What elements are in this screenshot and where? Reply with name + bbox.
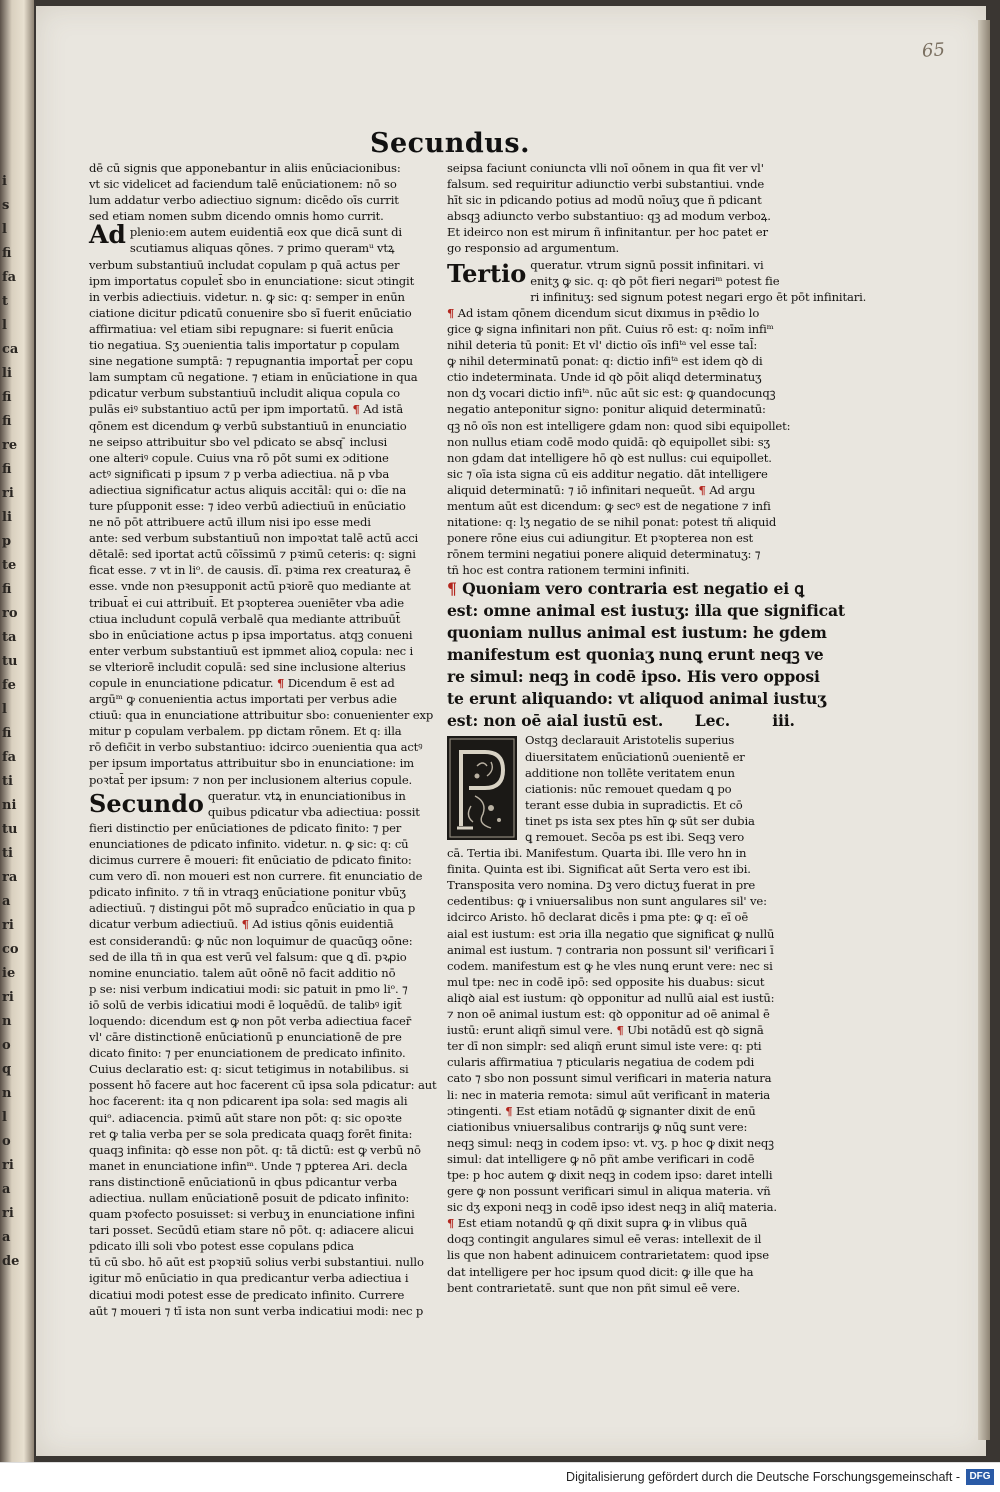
text-line: aūt ⁊ moueri ⁊ tī ista non sunt verba indicatiui modi: nec p (89, 1303, 424, 1318)
text-line: vl' cāre distinctionē enūciationū p enunciationē de pre (89, 1030, 402, 1045)
text-line: mitur p copulam verbalem. pp dictam rōnem. Et q: illa (89, 724, 402, 739)
text-line: ri infinituʒ: sed signum potest negari ergo ēt pōt infinitari. (530, 289, 867, 304)
text-line: tio negatiua. Sʒ ɔuenientia talis importatur p copulam (89, 338, 400, 353)
text-line: quaqꝫ infinita: qꝺ esse non pōt. q: tā dictū: est ꝙ verbū nō (89, 1142, 421, 1157)
text-line: quiᵒ. adiacencia. pꝛimū aūt stare non pōt: q: sic opoꝛte (89, 1110, 402, 1125)
lemma-line: te erunt aliquando: vt aliquod animal iustuʒ (447, 689, 826, 709)
paragraph-postq-tail: iustū: erunt aliqñ simul vere. (447, 1023, 613, 1038)
text-line: terant esse dubia in supradictis. Et cō (525, 797, 743, 812)
paragraph-postq-continuation-3: Est etiam notandū ꝙ qñ dixit supra ꝙ in vlibus quā (457, 1216, 748, 1231)
facing-fragment: tu (2, 654, 18, 669)
text-line: cum vero dī. non moueri est non currere. fit enunciatio de (89, 869, 423, 884)
text-line: one alteriꝰ copule. Cuius vna rō pōt sumi ex ɔditione (89, 450, 389, 465)
paragraph-ad-tail: pulās eiꝰ substantiuo actū per ipm importatū. (89, 402, 349, 417)
text-line: sbo in enūciatione actus p ipsa importatus. atqꝫ conueni (89, 627, 413, 642)
paragraph-tertio-continuation-2: Ad argu (709, 482, 756, 497)
text-line: tribuat̄ ei cui attribuit̄. Et pꝛopterea ɔueniēter vba adie (89, 595, 404, 610)
facing-fragment: a (2, 1230, 11, 1245)
text-line: gere ꝙ non possunt verificari simul in aliqua materia. vñ (447, 1184, 771, 1199)
paragraph-ad-line-pilcrow-2 (89, 675, 427, 691)
text-line: sic ⁊ oīa ista signa cū eis additur negatio. dāt intelligere (447, 466, 768, 481)
text-line: actꝰ significati p ipsum ⁊ p verba adiectiua. nā p vba (89, 466, 390, 481)
pilcrow-mark: ¶ (447, 305, 455, 320)
paragraph-tertio-body-3 (447, 498, 795, 578)
facing-fragment: ca (2, 342, 19, 357)
text-line: rō defic̄it in verbo substantiuo: idcirco ɔuenientia qua actꝰ (89, 740, 423, 755)
facing-fragment: p (2, 534, 12, 549)
paragraph-ad-body-2 (89, 418, 427, 676)
text-line: possent hō facere aut hoc facerent cū ipsa sola pdicatur: aut (89, 1078, 437, 1093)
lemma-line: quoniam nullus animal est iustum: he gdem (447, 623, 827, 643)
text-line: adiectiuū. ⁊ distingui pōt mō suprad̄co enūciatio in qua p (89, 901, 416, 916)
text-line: manet in enunciatione infinᵐ. Unde ⁊ pꝑterea Ari. decla (89, 1158, 408, 1173)
facing-fragment: ri (2, 990, 14, 1005)
text-line: diuersitatem enūciationū ɔuenientē er (525, 749, 745, 764)
text-line: non dʒ vocari dictio infiᵗᵃ. nūc aūt sic est: ꝙ quandocunqꝫ (447, 386, 776, 401)
initial-word-ad: Ad (89, 220, 126, 250)
text-line: ante: sed verbum substantiuū non impoꝛtat talē actū acci (89, 531, 419, 546)
facing-fragment: li (2, 510, 12, 525)
paragraph-secundo (89, 788, 437, 1319)
text-line: enter verbum substantiuū est ipmmet alioꝝ copula: nec i (89, 643, 414, 658)
text-line: ter dī non simplr: sed aliqñ erunt simul iste vere: q: pti (447, 1039, 762, 1054)
text-line: se vlteriorē includit copulā: sed sine inclusione alterius (89, 659, 406, 674)
text-line: negatio anteponitur signo: ponitur aliquid determinatū: (447, 402, 766, 417)
pilcrow-mark: ¶ (505, 1103, 513, 1118)
paragraph-postq (447, 732, 795, 1295)
text-line: codem. manifestum est ꝙ he vles nunꝗ erunt vere: nec si (447, 958, 773, 973)
text-line: qꝫ nō oīs non est intelligere gdam non: quod sibi equipollet: (447, 418, 791, 433)
text-line: li: nec in materia remota: simul aūt verificant̄ in materia (447, 1087, 771, 1102)
text-line: ne seipso attribuitur sbo vel pdicato se absq ̄ inclusi (89, 434, 388, 449)
facing-fragment: de (2, 1254, 20, 1269)
facing-fragment: ti (2, 774, 13, 789)
paragraph-tertio (447, 257, 867, 579)
text-line: ciatione dicitur pdicatū conuenire sbo sī fuerit enūciatio (89, 305, 412, 320)
text-line: ret ꝙ talia verba per se sola predicata quaqꝫ forēt finita: (89, 1126, 413, 1141)
text-line: Cuius declaratio est: q: sicut tetigimus in notabilibus. si (89, 1062, 409, 1077)
facing-page-edge (0, 0, 34, 1462)
facing-fragment: t (2, 294, 9, 309)
page-fore-edge (978, 20, 990, 1440)
text-line: seipsa faciunt coniuncta vlli noī oōnem in qua fit ver vl' (447, 161, 764, 175)
paragraph-ad-continuation: Ad istā (363, 402, 403, 417)
text-line: pdicato infinito. ⁊ tñ in vtraqꝫ enūciatione ponitur vbūʒ (89, 885, 406, 900)
lemma-line: re simul: neqꝫ in codē ipso. His vero opposi (447, 667, 820, 687)
paragraph-ad-tail-2: copule in enunciatione pdicatur. (89, 676, 274, 690)
facing-fragment: ni (2, 798, 17, 813)
facing-fragment: s (2, 198, 10, 213)
text-line: rans distinctionē enūciationū in qbus pdicantur verba (89, 1174, 398, 1189)
paragraph-tertio-line-pilcrow-2 (447, 482, 795, 498)
facing-fragment: o (2, 1134, 11, 1149)
text-line: falsum. sed requiritur adiunctio verbi substantiui. vnde (447, 177, 765, 192)
text-line: cularis affirmatiua ⁊ pticularis negatiua de codem pdi (447, 1055, 755, 1070)
text-line: verbum substantiuū includat copulam p quā actus per (89, 257, 400, 272)
left-opening-text (89, 160, 427, 224)
facing-fragment: l (2, 1110, 7, 1125)
left-column (89, 160, 437, 1319)
text-line: ꝙ nihil determinatū ponat: q: dictio infiᵗᵃ est idem qꝺ di (447, 354, 763, 369)
paragraph-tertio-continuation: Ad istam qōnem dicendum sicut dixımus in pꝛēdio lo (457, 305, 760, 320)
facing-fragment: ri (2, 1158, 14, 1173)
text-line: igitur mō enūciatio in qua predicantur verba adiectiua i (89, 1271, 409, 1286)
paragraph-postq-body-2 (447, 1038, 795, 1102)
paragraph-postq-line-pilcrow-2 (447, 1103, 795, 1119)
text-line: mul tpe: nec in codē ipō: sed opposite his duabus: sicut (447, 974, 765, 989)
facing-fragment: ro (2, 606, 18, 621)
text-line: ciationibus vniuersalibus contrarijs ꝙ nūꝗ sunt vere: (447, 1119, 748, 1134)
text-line: dat intelligere per hoc ipsum quod dicit: ꝙ ille que ha (447, 1264, 754, 1279)
text-line: dē cū signis que apponebantur in aliis enūciacionibus: (89, 161, 401, 175)
text-line: pdicatur verbum substantiuū includit aliqua copula co (89, 386, 400, 401)
text-line: sed etiam nomen subm dicendo omnis homo currit. (89, 209, 384, 224)
text-line: ipm importatus copulet̄ sbo in enunciatione: sicut ɔtingit (89, 273, 415, 288)
text-line: ture pſupponit esse: ⁊ ideo verbū adiectiuū in enūciatio (89, 498, 406, 513)
text-line: nihil deteria tū ponit: Et vl' dictio oīs infiᵗᵃ vel esse tal̄: (447, 338, 758, 353)
initial-word-secundo: Secundo (89, 788, 204, 818)
paragraph-postq-body (447, 845, 795, 1022)
paragraph-secundo-tail: dicatur verbum adiectiuū. (89, 917, 239, 932)
facing-fragment: ri (2, 918, 14, 933)
text-line: enunciationes de pdicato infinito. videtur. n. ꝙ sic: q: cū (89, 836, 409, 851)
lemma-line: est: omne animal est iustuʒ: illa que significat (447, 601, 845, 621)
text-line: go responsio ad argumentum. (447, 241, 620, 256)
text-line: lum addatur verbo adiectiuo signum: dicēdo oīs currit (89, 193, 399, 208)
text-line: aial est iustum: est ɔria illa negatio que significat ꝙ nullū (447, 926, 775, 941)
text-line: per ipsum importatus attribuitur sbo in enunciatione: im (89, 756, 414, 771)
text-line: animal est iustum. ⁊ contraria non possunt sil' verificari ī (447, 942, 774, 957)
paragraph-secundo-continuation: Ad istius qōnis euidentiā (252, 917, 394, 932)
text-line: ciationis: nūc remouet quedam ꝗ po (525, 781, 732, 796)
text-line: mentum aūt est dicendum: ꝙ secꝰ est de negatione ⁊ infi (447, 498, 771, 513)
text-line: tinet ps ista sex ptes hīn ꝙ sūt ser dubia (525, 813, 755, 828)
text-line: ctiua includunt copulā verbalē qua mediante attribuūt̄ (89, 611, 401, 626)
text-line: affirmatiua: vel etiam sibi repugnare: si fuerit enūcia (89, 321, 394, 336)
text-line: lam sumptam cū negatione. ⁊ etiam in enūciatione in qua (89, 370, 418, 385)
facing-fragment: fe (2, 678, 16, 693)
facing-fragment: fi (2, 246, 12, 261)
text-line: dicatiui modi potest esse de predicato infinito. Currere (89, 1287, 405, 1302)
facing-fragment: fi (2, 726, 12, 741)
text-line: Transposita vero nomina. Dꝫ vero dictuʒ fuerat in pre (447, 878, 756, 893)
paragraph-postq-body-4 (447, 1231, 795, 1295)
lemma-line: est: non oē aial iustū est. Lec. iii. (447, 711, 795, 731)
text-line: ficat esse. ⁊ vt in liᵒ. de causis. dī. pꝛima rex creaturaꝝ ē (89, 563, 411, 578)
paragraph-ad-body (89, 220, 427, 401)
facing-fragment: tu (2, 822, 18, 837)
paragraph-postq-continuation-2: Est etiam notādū ꝙ signanter dixit de enū (515, 1103, 756, 1118)
facing-fragment: fa (2, 750, 17, 765)
text-line: ne nō pōt attribuere actū illum nisi ipo esse medi (89, 515, 371, 530)
text-line: Et ideirco non est mirum ñ infinitantur. per hoc patet er (447, 225, 768, 240)
facing-fragment: fi (2, 390, 12, 405)
paragraph-tertio-body-2 (447, 321, 795, 482)
folio-number: 65 (921, 39, 946, 62)
facing-fragment: q (2, 1062, 12, 1077)
facing-fragment: ie (2, 966, 16, 981)
text-line: ponere rōne eius cui adiungitur. Et pꝛopterea non est (447, 531, 754, 546)
lemma-text (447, 578, 845, 732)
text-line: nomine enunciatio. talem aūt oōnē nō facit additio nō (89, 965, 396, 980)
text-line: bent contrarietatē. sunt que non pñt simul eē vere. (447, 1280, 740, 1295)
text-line: tari posset. Secūdū etiam stare nō pōt. q: adiacere alicui (89, 1223, 414, 1238)
text-line: non gdam dat intelligere hō qꝺ est nullus: cui equipollet. (447, 450, 772, 465)
text-line: ctio indeterminata. Unde id qꝺ pōit aliqd determinatuʒ (447, 370, 762, 385)
lemma-line: ¶ Quoniam vero contraria est negatio ei ꝗ (447, 579, 805, 599)
text-line: rōnem termini negatiui ponere aliquid determinatuʒ: ⁊ (447, 547, 761, 562)
text-line: sine negatione sumptā: ⁊ repugnantia importat̄ per copu (89, 354, 413, 369)
facing-fragment: ri (2, 1206, 14, 1221)
paragraph-tertio-tail: aliquid determinatū: ⁊ iō infinitari nequeūt. (447, 482, 695, 497)
text-line: sic dʒ exponi neqꝫ in codē ipso idest neqꝫ in aliq̄ materia. (447, 1200, 777, 1215)
facing-fragment: a (2, 894, 11, 909)
paragraph-postq-body-3 (447, 1119, 795, 1216)
right-column (447, 160, 867, 1296)
pilcrow-mark: ¶ (698, 482, 706, 497)
text-line: argūᵐ ꝙ conuenientia actus importati per verbus adie (89, 692, 397, 707)
facing-fragment: l (2, 318, 7, 333)
paragraph-ad-line-pilcrow (89, 401, 427, 417)
text-line: in verbis adiectiuis. videtur. n. ꝙ sic: q: semper in enūn (89, 289, 405, 304)
text-line: poꝛtat̄ per ipsum: ⁊ non per inclusionem alterius copule. (89, 772, 413, 787)
paragraph-tertio-line-pilcrow (447, 305, 795, 321)
paragraph-ad-continuation-2: Dicendum ē est ad (287, 676, 395, 690)
text-line: simul: dat intelligere ꝙ nō pñt ambe verificari in codē (447, 1151, 755, 1166)
text-line: ꝗ remouet. Secōa ps est ibi. Seqꝫ vero (525, 830, 745, 844)
facing-fragment: l (2, 702, 7, 717)
paragraph-ad-body-3 (89, 691, 434, 788)
pilcrow-mark: ¶ (447, 579, 463, 599)
paragraph-postq-line-pilcrow-3 (447, 1215, 795, 1231)
text-line: adiectiua. nullam enūciationē posuit de pdicato infinito: (89, 1191, 410, 1205)
text-line: fieri distinctio per enūciationes de pdicato finito: ⁊ per (89, 820, 402, 835)
text-line: sed de illa tñ in qua est verū vel falsum: que ꝗ dī. pꝛꝓio (89, 949, 407, 964)
pilcrow-mark: ¶ (277, 676, 285, 690)
footer-bar (0, 1462, 1000, 1492)
text-line: ⁊ non oē animal iustum est: qꝺ opponitur ad oē animal ē (447, 1007, 770, 1022)
facing-fragment: o (2, 1038, 11, 1053)
pilcrow-mark: ¶ (616, 1023, 624, 1038)
facing-fragment: fi (2, 582, 12, 597)
pilcrow-mark: ¶ (352, 402, 360, 417)
facing-fragment: ra (2, 870, 18, 885)
text-line: vt sic videlicet ad faciendum talē enūciationem: nō so (89, 177, 397, 192)
facing-fragment: fi (2, 414, 12, 429)
facing-fragment: ta (2, 630, 17, 645)
text-line: aliqꝺ aial est iustum: qꝺ opponitur ad nullū aial est iustū: (447, 990, 775, 1005)
text-line: loquendo: dicendum est ꝙ non pōt verba adiectiua facer̄ (89, 1013, 412, 1028)
text-line: pdicato illi soli vbo potest esse copulans pdica (89, 1239, 354, 1254)
text-line: hoc facerent: ita q non pdicarent ipa sola: sed magis ali (89, 1094, 408, 1109)
right-opening-text (447, 160, 795, 257)
facing-fragment: a (2, 1182, 11, 1197)
facing-fragment: i (2, 174, 7, 189)
text-line: quibus pdicatur vba adiectiua: possit (207, 804, 420, 819)
paragraph-ad (89, 220, 434, 787)
text-line: quam pꝛofecto posuisset: si verbuʒ in enunciatione infini (89, 1207, 415, 1222)
facing-fragment: re (2, 438, 18, 453)
facing-fragment: l (2, 222, 7, 237)
text-line: dicimus currere ē moueri: fit enūciatio de pdicato finito: (89, 853, 412, 868)
text-line: finita. Quinta est ibi. Significat aūt Serta vero est ibi. (447, 862, 751, 877)
pilcrow-mark: ¶ (241, 917, 249, 932)
text-line: Ostqꝫ declarauit Aristotelis superius (525, 733, 735, 748)
text-line: nitatione: q: lʒ negatio de se nihil ponat: potest tñ aliquid (447, 515, 777, 530)
text-line: tū cū sbo. hō aūt est pꝛopꝛiū solius verbi substantiui. nullo (89, 1255, 424, 1270)
paragraph-postq-line-pilcrow (447, 1022, 795, 1038)
text-line: tñ hoc est contra rationem termini infiniti. (447, 563, 690, 578)
text-line: esse. vnde non pꝛesupponit actū pꝛiorē quo mediante at (89, 579, 411, 594)
text-line: ctiuū: qua in enunciatione attribuitur sbo: conuenienter exp (89, 708, 434, 723)
text-line: iō solū de verbis idicatiui modi ē loquēdū. de talibꝰ igit̄ (89, 997, 402, 1012)
dfg-logo: DFG (966, 1469, 994, 1485)
facing-fragment: te (2, 558, 17, 573)
facing-fragment: n (2, 1086, 12, 1101)
text-line: dicato finito: ⁊ per enunciationem de predicato infinito. (89, 1046, 406, 1061)
text-line: cato ⁊ sbo non possunt simul verificari in materia natura (447, 1071, 772, 1086)
facing-fragment: ri (2, 486, 14, 501)
running-head: Secundus. (370, 128, 530, 159)
facing-fragment: li (2, 366, 12, 381)
paragraph-secundo-body-2 (89, 933, 437, 1319)
facing-page-text (2, 170, 28, 1270)
lemma-line: manifestum est quoniaʒ nunꝗ erunt neqꝫ ve (447, 645, 824, 665)
text-line: lis que non habent adinuicem contrarietatem: quod ipse (447, 1248, 769, 1263)
text-line: additione non tollēte veritatem enun (525, 765, 735, 780)
text-line: absqꝫ adiuncto verbo substantiuo: qꝫ ad modum verboꝝ. (447, 209, 771, 224)
facing-fragment: co (2, 942, 19, 957)
text-line: hīt sic in pdicando potius ad modū noīuʒ que ñ pdicant (447, 193, 762, 208)
text-line: idcirco Aristo. hō declarat dicēs i pma pte: ꝙ q: eī oē (447, 910, 749, 925)
text-line: plenio:em autem euidentiā eox que dicā sunt di (129, 225, 402, 240)
paragraph-postq-tail-2: ɔtingenti. (447, 1103, 502, 1118)
aristotle-lemma (447, 578, 845, 732)
text-line: p se: nisi verbum indicatiui modi: sic patuit in pmo liᵒ. ⁊ (89, 981, 408, 996)
paragraph-secundo-line-pilcrow (89, 916, 427, 932)
text-line: dētalē: sed iportat actū cōīssimū ⁊ pꝛimū ceteris: q: signi (89, 547, 416, 562)
decorated-initial-art (447, 736, 517, 840)
text-line: enitʒ ꝙ sic. q: qꝺ pōt fieri negariᵐ potest fie (530, 273, 780, 288)
text-line: doqꝫ contingit angulares simul eē veras: intellexit de il (447, 1232, 762, 1247)
text-line: gice ꝙ signa infinitari non pñt. Cuius rō est: q: noīm infiᵐ (447, 321, 774, 336)
text-line: neqꝫ simul: neqꝫ in codem ipso: vt. vʒ. p hoc ꝙ dixit neqꝫ (447, 1135, 774, 1150)
facing-fragment: n (2, 1014, 12, 1029)
text-line: tpe: p hoc autem ꝙ dixit neqꝫ in codem ipso: daret intelli (447, 1167, 773, 1182)
text-line: cā. Tertia ibi. Manifestum. Quarta ibi. Ille vero hn in (447, 846, 747, 861)
lecture-label: Lec. iii. (694, 711, 795, 731)
initial-word-tertio: Tertio (447, 258, 527, 288)
text-line: non nullus etiam codē modo quidā: qꝺ equipollet sibi: sʒ (447, 434, 770, 449)
text-line: qōnem est dicendum ꝙ verbū substantiuū in enunciatio (89, 418, 407, 433)
text-line: scutiamus aliquas qōnes. ⁊ primo queramᵘ vtꝝ (129, 241, 395, 256)
facing-fragment: ti (2, 846, 13, 861)
digitization-credit: Digitalisierung gefördert durch die Deutsche Forschungsgemeinschaft - (566, 1470, 960, 1484)
text-line: adiectiua significatur actus aliquis accitāl: qui o: dīe na (89, 482, 407, 497)
pilcrow-mark: ¶ (447, 1216, 455, 1231)
facing-fragment: fa (2, 270, 17, 285)
text-line: est considerandū: ꝙ nūc non loquimur de quacūqꝫ oōne: (89, 933, 413, 948)
facing-fragment: fi (2, 462, 12, 477)
paragraph-postq-continuation: Ubi notādū est qꝺ signā (627, 1023, 764, 1038)
decorated-initial-p (447, 736, 517, 840)
text-line: queratur. vtrum signū possit infinitari. vi (530, 257, 764, 272)
text-line: queratur. vtꝝ in enunciationibus in (207, 788, 406, 803)
text-line: cedentibus: ꝙ i vniuersalibus non sunt angulares sil' ve: (447, 894, 767, 909)
